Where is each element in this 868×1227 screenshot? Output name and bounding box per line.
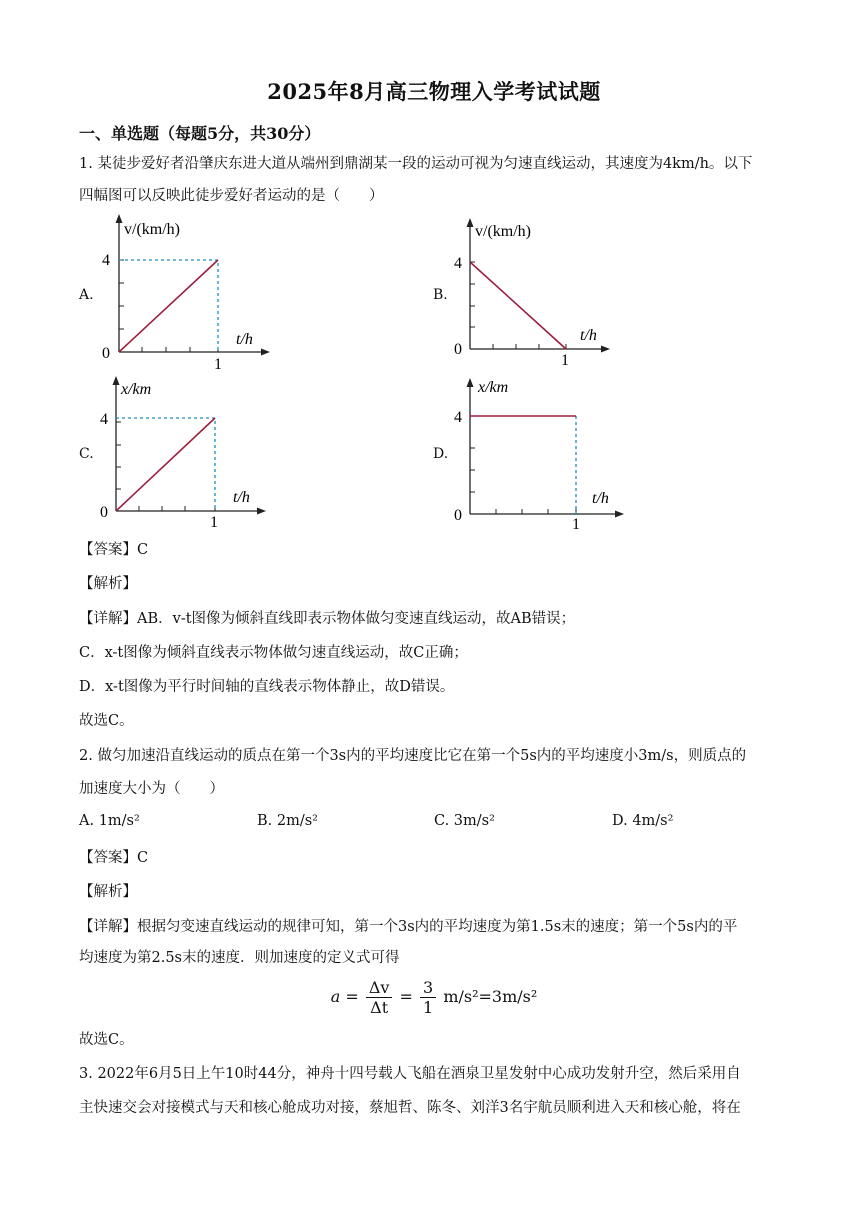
q2-detail1: 【详解】根据匀变速直线运动的规律可知，第一个3s内的平均速度为第1.5s末的速度；第一个5s内的平 (79, 919, 738, 935)
graph-b-x-arrow (601, 346, 610, 353)
graph-c-x-arrow (257, 508, 266, 515)
graph-a-x-title: t/h (236, 331, 253, 348)
q1-stem-line2: 四幅图可以反映此徒步爱好者运动的是（ ） (79, 188, 384, 204)
q1-detail2: C．x-t图像为倾斜直线表示物体做匀速直线运动，故C正确； (79, 645, 468, 661)
graph-c-origin: 0 (100, 504, 108, 521)
graph-c-y-title: x/km (121, 381, 152, 398)
q2-stem-line1: 2. 做匀加速沿直线运动的质点在第一个3s内的平均速度比它在第一个5s内的平均速度小3m/s，则质点的 (79, 748, 747, 764)
graph-d-y-title: x/km (478, 379, 509, 396)
graph-d-label: D. (433, 446, 449, 462)
q2-formula (0, 978, 868, 1017)
graph-d (450, 374, 630, 532)
graph-b-line (470, 262, 566, 349)
graph-b-y-title: v/(km/h) (475, 223, 531, 240)
graph-b-x-title: t/h (580, 327, 597, 344)
graph-a-y-tick: 4 (102, 252, 110, 269)
q1-stem-line1: 1. 某徒步爱好者沿肇庆东进大道从端州到鼎湖某一段的运动可视为匀速直线运动，其速度为4km/h。以下 (79, 156, 753, 172)
graph-d-y-tick: 4 (454, 409, 462, 426)
q2-option-d: D. 4m/s² (612, 813, 674, 829)
graph-d-y-arrow (467, 378, 474, 387)
graph-b-label: B. (433, 287, 448, 303)
q1-answer: 【答案】C (79, 542, 149, 558)
graph-d-x-title: t/h (592, 490, 609, 507)
graph-d-x-arrow (615, 511, 624, 518)
formula-lhs: a = (330, 987, 359, 1006)
graph-c-y-tick: 4 (100, 411, 108, 428)
graph-c-y-arrow (113, 376, 120, 385)
graph-b-y-arrow (467, 218, 474, 227)
graph-c-line (116, 418, 215, 511)
q2-conclusion: 故选C。 (79, 1032, 134, 1048)
graph-a-line (119, 260, 218, 352)
q2-detail2: 均速度为第2.5s末的速度．则加速度的定义式可得 (79, 950, 400, 966)
graph-b-y-tick: 4 (454, 255, 462, 272)
formula-rhs: m/s²=3m/s² (443, 987, 538, 1006)
q2-answer: 【答案】C (79, 850, 149, 866)
graph-a-label: A. (79, 287, 94, 303)
formula-fraction-1: $\frac{\Delta v}{\Delta t}$ (366, 978, 393, 1017)
graph-d-x-tick: 1 (572, 516, 580, 532)
graph-d-origin: 0 (454, 507, 462, 524)
graph-a-y-arrow (116, 214, 123, 223)
section-heading: 一、单选题（每题5分，共30分） (79, 124, 321, 143)
graph-b (450, 214, 620, 368)
q3-stem-line1: 3. 2022年6月5日上午10时44分，神舟十四号载人飞船在酒泉卫星发射中心成功发射升空，然后采用自 (79, 1066, 741, 1082)
graph-c-x-title: t/h (233, 489, 250, 506)
formula-fraction-2: $\frac{3}{1}$ (420, 978, 436, 1017)
q2-analysis: 【解析】 (79, 884, 137, 900)
graph-b-origin: 0 (454, 341, 462, 358)
page-title: 2025年8月高三物理入学考试试题 (267, 79, 601, 104)
graph-a-x-arrow (261, 349, 270, 356)
formula-equals: = (399, 987, 413, 1006)
graph-d-ticks (470, 448, 576, 514)
graph-b-x-tick: 1 (561, 352, 569, 368)
graph-a-origin: 0 (102, 345, 110, 362)
q1-detail1: 【详解】AB．v-t图像为倾斜直线即表示物体做匀变速直线运动，故AB错误； (79, 611, 576, 627)
q2-option-a: A. 1m/s² (79, 813, 140, 829)
q1-detail3: D．x-t图像为平行时间轴的直线表示物体静止，故D错误。 (79, 679, 455, 695)
q2-stem-line2: 加速度大小为（ ） (79, 781, 224, 797)
graph-a-y-title: v/(km/h) (124, 221, 180, 238)
q1-analysis: 【解析】 (79, 576, 137, 592)
graph-c-x-tick: 1 (210, 514, 218, 531)
graph-a-x-tick: 1 (214, 356, 222, 372)
graph-c (96, 372, 276, 532)
q1-conclusion: 故选C。 (79, 713, 134, 729)
q2-option-b: B. 2m/s² (257, 813, 318, 829)
graph-c-label: C. (79, 446, 94, 462)
q2-option-c: C. 3m/s² (434, 813, 495, 829)
q3-stem-line2: 主快速交会对接模式与天和核心舱成功对接，蔡旭哲、陈冬、刘洋3名宇航员顺利进入天和核心舱，将在 (79, 1100, 741, 1116)
graph-a (96, 210, 276, 372)
